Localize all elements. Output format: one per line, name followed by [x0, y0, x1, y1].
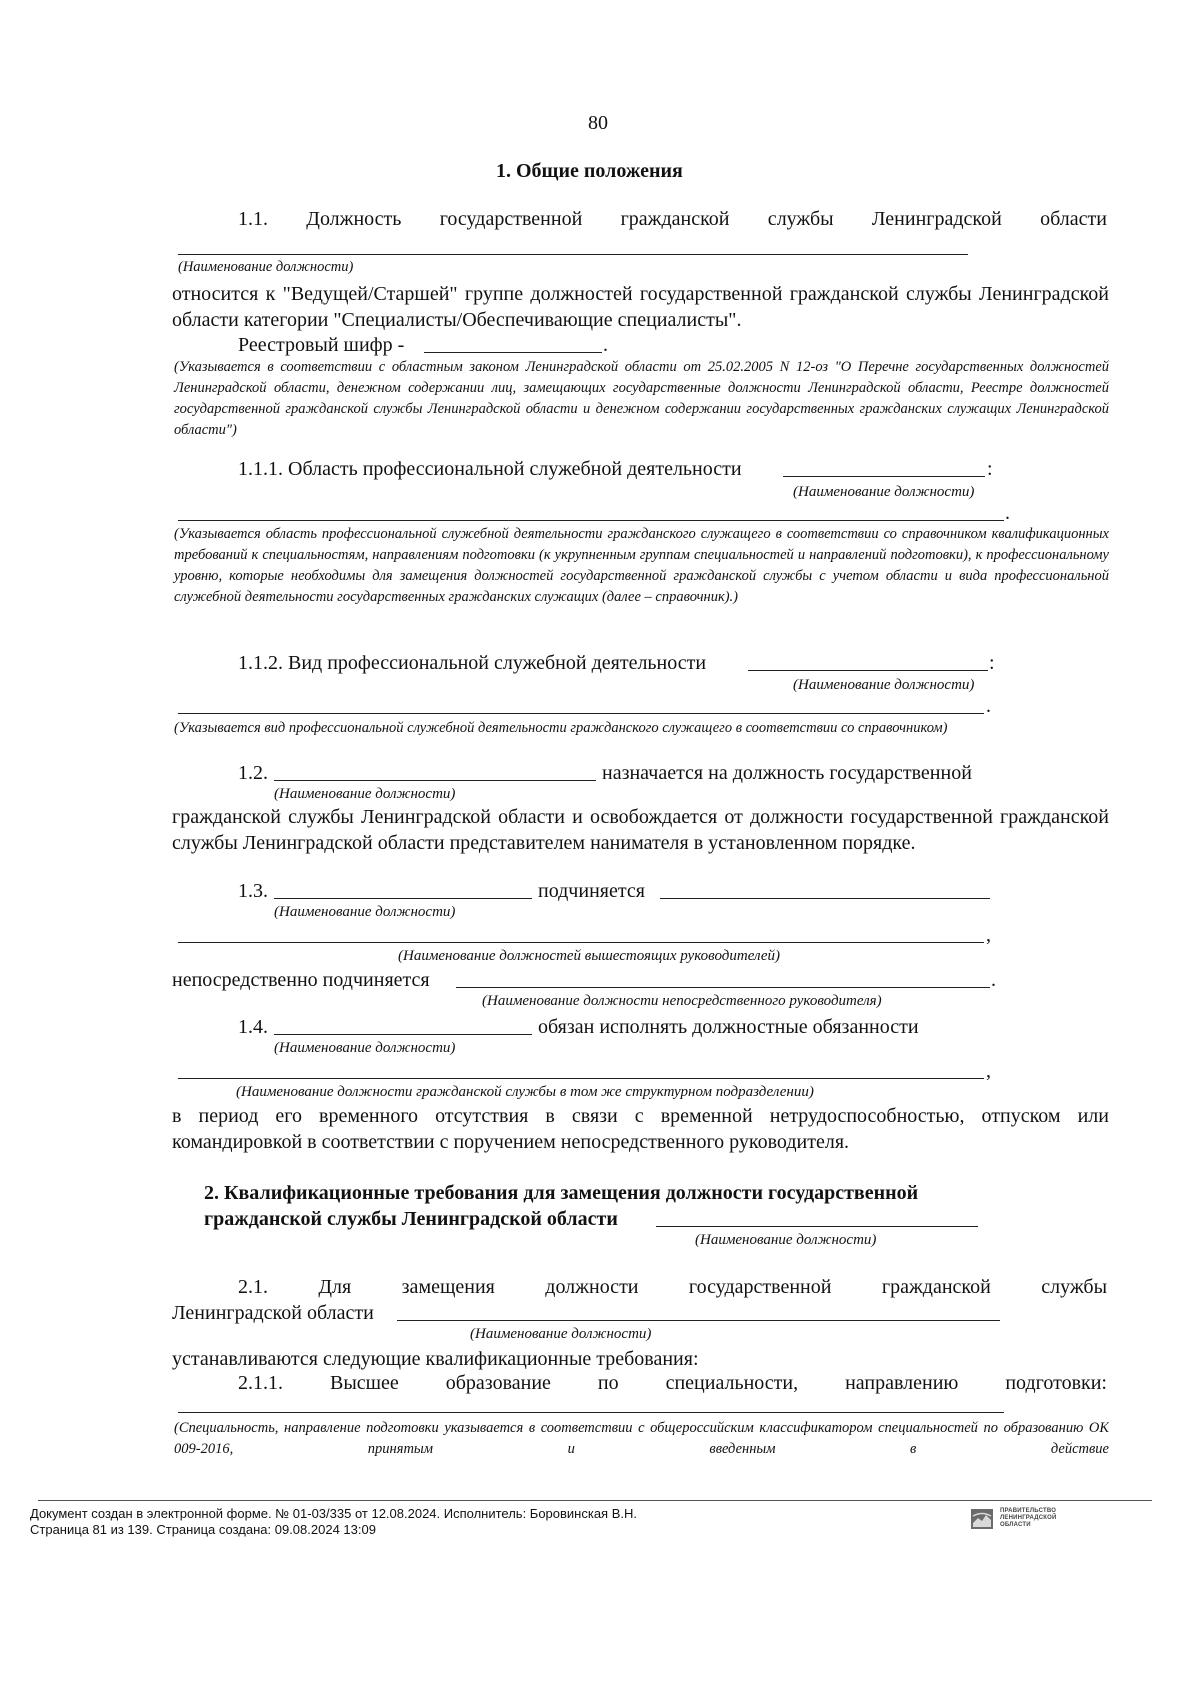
- blank-line: [178, 713, 984, 714]
- caption-position: (Наименование должности): [274, 786, 456, 802]
- footer-line-1: Документ создан в электронной форме. № 01-03/335 от 12.08.2024. Исполнитель: Боровинская В.Н.: [30, 1506, 637, 1521]
- paragraph-1-2-tail: назначается на должность государственной: [602, 762, 972, 784]
- paragraph-1-1-text: относится к "Ведущей/Старшей" группе должностей государственной гражданской службы Ленинградской области категории "Специалисты/Обеспечивающие специалисты".: [172, 283, 1109, 331]
- blank-line: [397, 1320, 1000, 1321]
- blank-line: [274, 898, 532, 899]
- paragraph-2-1-1-lead: 2.1.1. Высшее образование по специальности, направлению подготовки:: [238, 1372, 1107, 1394]
- gov-logo-line-1: ПРАВИТЕЛЬСТВО: [1000, 1508, 1057, 1514]
- blank-line: [178, 1412, 1004, 1413]
- paragraph-1-1-1-note: (Указывается область профессиональной служебной деятельности гражданского служащего в соответствии со справочником квалификационных требований к специальностям, направлениям подготовки (к укрупненным группам специальностей и направлений подготовки), к профессиональному уровню, которые необходимы для замещения должностей государственной гражданской службы с учетом области и вида профессиональной служебной деятельности государственных гражданских служащих (далее – справочник).): [174, 526, 1109, 605]
- paragraph-1-1-2-note: (Указывается вид профессиональной служебной деятельности гражданского служащего в соответствии со справочником): [174, 720, 948, 736]
- caption-position: (Наименование должности): [274, 904, 456, 920]
- paragraph-2-1-lead-line2: Ленинградской области: [172, 1302, 374, 1324]
- caption-direct-manager: (Наименование должности непосредственного руководителя): [482, 993, 882, 1009]
- blank-line: [656, 1226, 978, 1227]
- blank-line: [660, 898, 990, 899]
- comma: ,: [986, 1060, 991, 1082]
- blank-line: [783, 476, 985, 477]
- paragraph-1-4-tail: обязан исполнять должностные обязанности: [538, 1016, 919, 1038]
- registry-period: .: [603, 334, 608, 356]
- paragraph-1-2-text: гражданской службы Ленинградской области и освобождается от должности государственной гражданской службы Ленинградской области представителем нанимателя в установленном порядке.: [172, 806, 1109, 854]
- footer-divider: [38, 1500, 1152, 1501]
- colon: :: [989, 652, 995, 674]
- paragraph-1-1-2-lead: 1.1.2. Вид профессиональной служебной деятельности: [238, 652, 707, 674]
- gov-emblem-icon: [970, 1508, 994, 1530]
- blank-line: [748, 670, 988, 671]
- caption-position: (Наименование должности): [274, 1040, 456, 1056]
- paragraph-1-4-text: в период его временного отсутствия в связи с временной нетрудоспособностью, отпуском или командировкой в соответствии с поручением непосредственного руководителя.: [172, 1105, 1109, 1153]
- comma: ,: [986, 924, 991, 946]
- caption-position: (Наименование должности): [695, 1232, 877, 1248]
- period: .: [986, 695, 991, 717]
- registry-blank: [424, 352, 602, 353]
- direct-subordination-label: непосредственно подчиняется: [172, 969, 430, 991]
- gov-logo-line-3: ОБЛАСТИ: [1000, 1522, 1031, 1528]
- paragraph-1-1-lead: 1.1. Должность государственной гражданской службы Ленинградской области: [238, 208, 1107, 230]
- paragraph-2-1-1-note: (Специальность, направление подготовки указывается в соответствии с общероссийским классификатором специальностей по образованию ОК 009-2016, принятым и введенным в действие: [174, 1420, 1109, 1457]
- paragraph-1-1-1-lead: 1.1.1. Область профессиональной служебной деятельности: [238, 458, 742, 480]
- paragraph-1-2-number: 1.2.: [238, 762, 268, 784]
- gov-logo-line-2: ЛЕНИНГРАДСКОЙ: [1000, 1515, 1057, 1521]
- paragraph-2-1-lead: 2.1. Для замещения должности государственной гражданской службы: [238, 1276, 1107, 1298]
- blank-line: [178, 1078, 984, 1079]
- footer-line-2: Страница 81 из 139. Страница создана: 09.08.2024 13:09: [30, 1522, 376, 1537]
- paragraph-1-3-mid: подчиняется: [538, 880, 645, 902]
- period: .: [1005, 502, 1010, 524]
- section-2-heading-line1: 2. Квалификационные требования для замещения должности государственной: [204, 1182, 919, 1204]
- blank-line: [274, 1034, 532, 1035]
- paragraph-1-4-number: 1.4.: [238, 1016, 268, 1038]
- registry-note: (Указывается в соответствии с областным законом Ленинградской области от 25.02.2005 N 12-оз "О Перечне государственных должностей Ленинградской области, денежном содержании лиц, замещающих государственные должности Ленинградской области, Реестре должностей государственной гражданской службы Ленинградской области и денежном содержании государственных гражданских служащих Ленинградской области"): [174, 359, 1109, 438]
- section-2-heading-line2: гражданской службы Ленинградской области: [204, 1208, 618, 1230]
- caption-position: (Наименование должности): [793, 677, 975, 693]
- paragraph-2-1-tail: устанавливаются следующие квалификационные требования:: [172, 1348, 699, 1370]
- page-number: 80: [588, 112, 608, 134]
- caption-position: (Наименование должности): [178, 259, 354, 275]
- caption-position: (Наименование должности): [470, 1326, 652, 1342]
- period: .: [991, 969, 996, 991]
- blank-line: [178, 520, 1004, 521]
- section-1-heading: 1. Общие положения: [496, 160, 683, 182]
- caption-senior-positions: (Наименование должностей вышестоящих руководителей): [398, 948, 781, 964]
- paragraph-1-3-number: 1.3.: [238, 880, 268, 902]
- colon: :: [987, 458, 993, 480]
- blank-line: [178, 254, 968, 255]
- caption-position: (Наименование должности): [793, 484, 975, 500]
- blank-line: [456, 987, 990, 988]
- blank-line: [274, 780, 596, 781]
- registry-label: Реестровый шифр -: [238, 334, 405, 356]
- blank-line: [178, 942, 984, 943]
- caption-same-unit-position: (Наименование должности гражданской службы в том же структурном подразделении): [236, 1084, 814, 1100]
